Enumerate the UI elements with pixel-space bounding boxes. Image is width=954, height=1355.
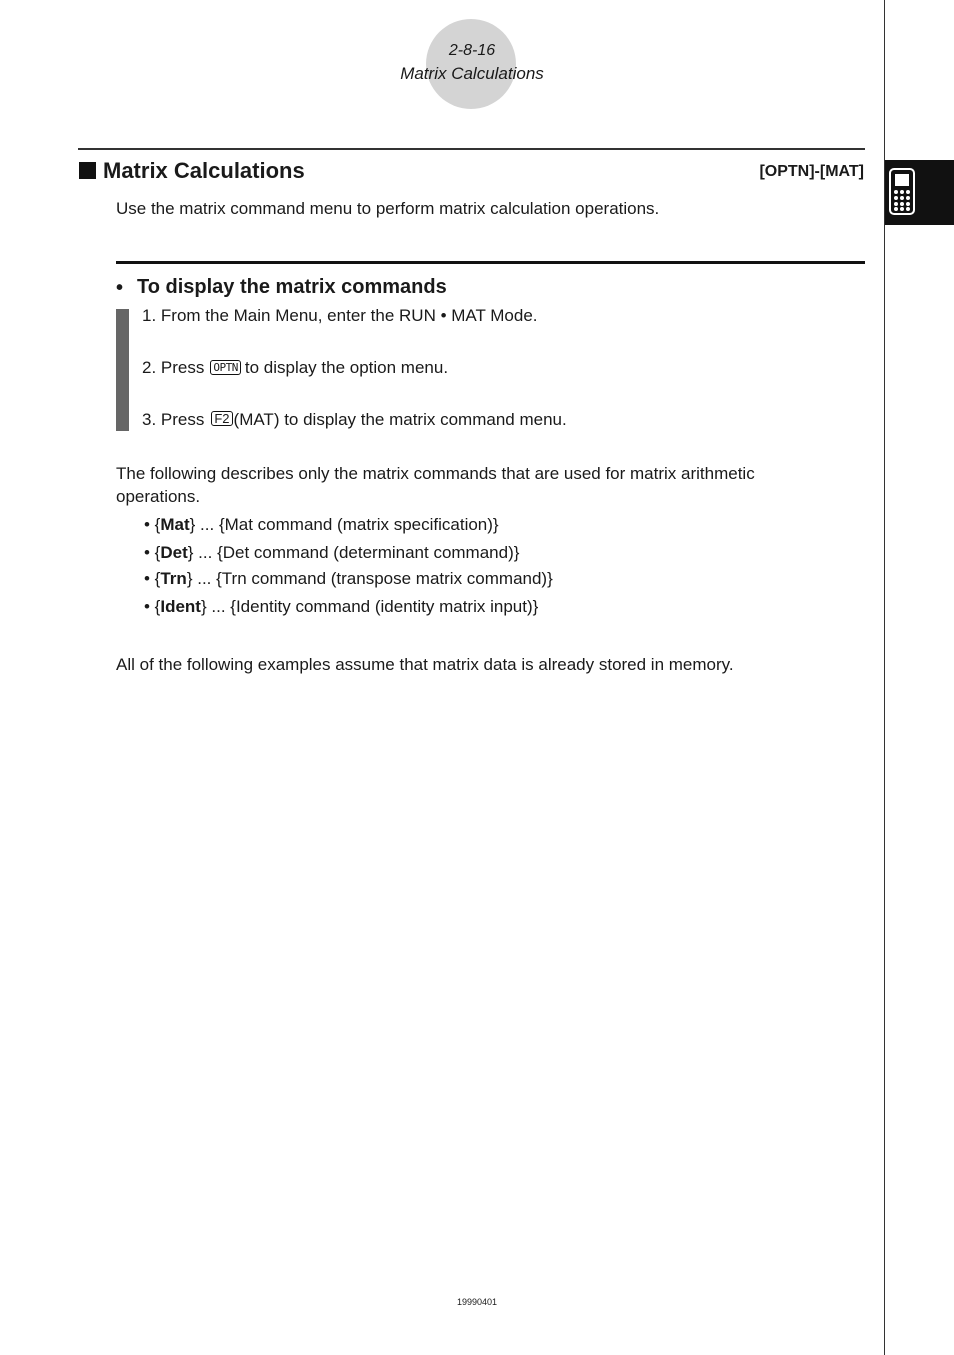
- running-title: Matrix Calculations: [400, 64, 544, 83]
- step-3-suffix: (MAT) to display the matrix command menu.: [233, 410, 567, 429]
- command-desc: ... {Trn command (transpose matrix command)}: [197, 569, 553, 588]
- command-name: Det: [160, 543, 188, 562]
- calculator-icon: [885, 160, 954, 225]
- subsection-bullet: •: [116, 277, 124, 299]
- key-sequence: [OPTN]-[MAT]: [759, 163, 864, 180]
- section-top-rule: [78, 148, 865, 150]
- command-item: • {Det} ... {Det command (determinant command)}: [144, 543, 520, 562]
- command-name: Trn: [160, 569, 187, 588]
- steps-bar: [116, 309, 129, 431]
- footer-code: 19990401: [456, 1297, 498, 1307]
- command-desc: ... {Mat command (matrix specification)}: [200, 515, 499, 534]
- step-2-prefix: 2. Press: [142, 358, 205, 377]
- step-3: [142, 410, 567, 430]
- command-desc: ... {Det command (determinant command)}: [198, 543, 520, 562]
- closing-paragraph: All of the following examples assume that matrix data is already stored in memory.: [116, 655, 734, 674]
- square-bullet-icon: [79, 162, 96, 179]
- step-1-text: 1. From the Main Menu, enter the RUN • MAT Mode.: [142, 306, 538, 325]
- subsection-title: To display the matrix commands: [137, 276, 447, 298]
- command-name: Mat: [160, 515, 190, 534]
- command-item: • {Mat} ... {Mat command (matrix specification)}: [144, 515, 499, 534]
- command-item: • {Ident} ... {Identity command (identity matrix input)}: [144, 597, 539, 616]
- step-2-suffix: to display the option menu.: [244, 358, 449, 377]
- step-3-prefix: 3. Press: [142, 410, 205, 429]
- step-1: [142, 306, 538, 326]
- side-tab: [885, 160, 954, 225]
- description-paragraph: The following describes only the matrix commands that are used for matrix arithmetic operations.: [116, 464, 755, 506]
- command-name: Ident: [160, 597, 201, 616]
- section-intro: Use the matrix command menu to perform matrix calculation operations.: [116, 199, 660, 218]
- step-2: [142, 358, 448, 378]
- command-item: • {Trn} ... {Trn command (transpose matrix command)}: [144, 569, 553, 588]
- f2-key-icon: F2: [211, 411, 232, 426]
- section-title: Matrix Calculations: [103, 158, 305, 183]
- optn-key-icon: OPTN: [210, 360, 241, 375]
- command-desc: ... {Identity command (identity matrix input)}: [211, 597, 539, 616]
- subsection-rule: [116, 261, 865, 264]
- page-reference: 2-8-16: [448, 42, 496, 59]
